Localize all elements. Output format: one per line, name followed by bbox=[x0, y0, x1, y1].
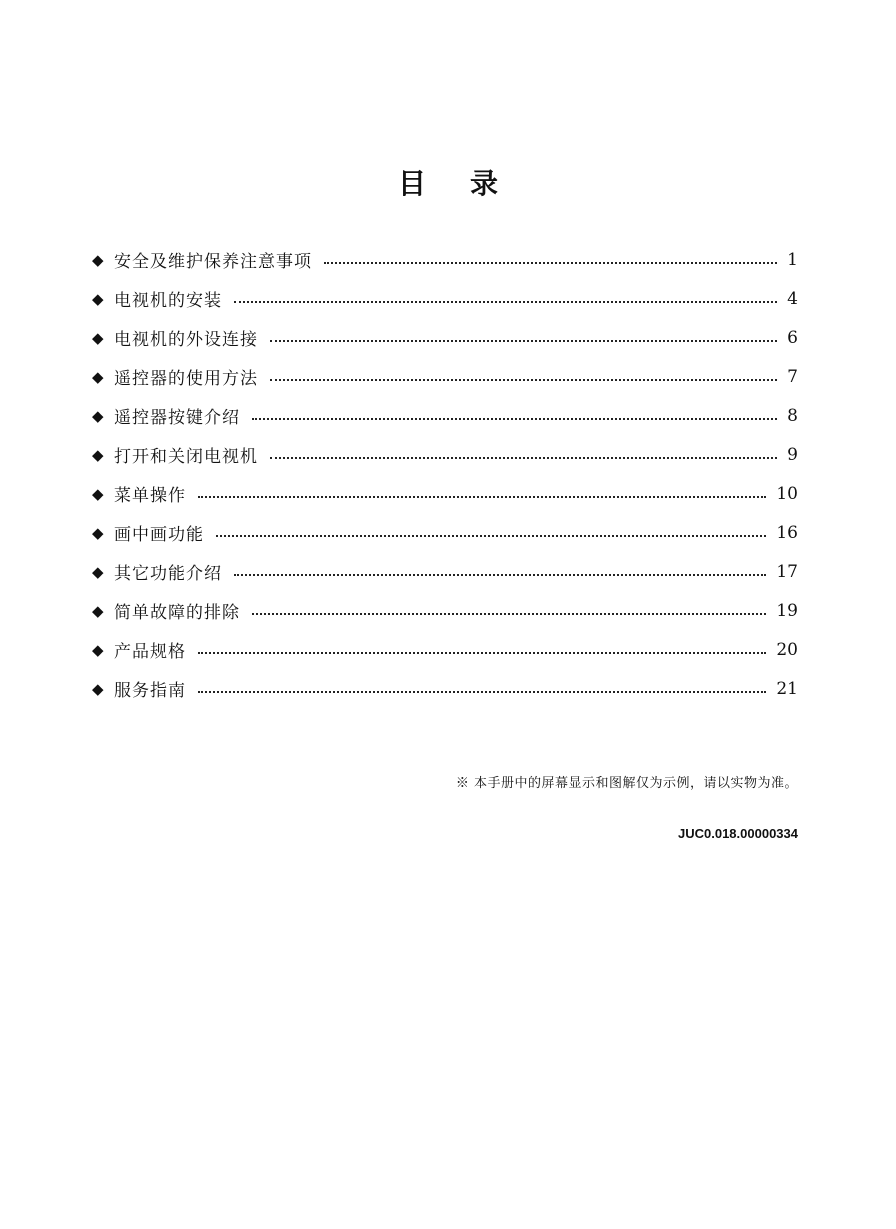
diamond-bullet-icon: ◆ bbox=[92, 562, 104, 581]
toc-page-number: 19 bbox=[776, 600, 798, 621]
toc-label: 电视机的安装 bbox=[114, 291, 222, 311]
toc-page-number: 8 bbox=[787, 405, 798, 426]
page-title bbox=[0, 164, 896, 204]
diamond-bullet-icon: ◆ bbox=[92, 484, 104, 503]
toc-row-installation[interactable] bbox=[92, 279, 798, 318]
toc-row-pip[interactable] bbox=[92, 513, 798, 552]
dot-leader bbox=[234, 301, 777, 303]
toc-label: 遥控器的使用方法 bbox=[114, 369, 258, 389]
disclaimer-note: ※ 本手册中的屏幕显示和图解仅为示例，请以实物为准。 bbox=[455, 776, 798, 791]
toc-label: 安全及维护保养注意事项 bbox=[114, 252, 312, 272]
diamond-bullet-icon: ◆ bbox=[92, 250, 104, 269]
toc-label: 打开和关闭电视机 bbox=[114, 447, 258, 467]
toc-row-external-connection[interactable] bbox=[92, 318, 798, 357]
dot-leader bbox=[234, 574, 766, 576]
title-char-1: 目 bbox=[397, 167, 426, 200]
toc-row-service-guide[interactable] bbox=[92, 669, 798, 708]
diamond-bullet-icon: ◆ bbox=[92, 367, 104, 386]
toc-label: 电视机的外设连接 bbox=[114, 330, 258, 350]
dot-leader bbox=[216, 535, 766, 537]
toc-page-number: 6 bbox=[787, 327, 798, 348]
toc-page-number: 7 bbox=[787, 366, 798, 387]
dot-leader bbox=[198, 496, 766, 498]
toc-label: 画中画功能 bbox=[114, 525, 204, 545]
dot-leader bbox=[270, 379, 777, 381]
diamond-bullet-icon: ◆ bbox=[92, 406, 104, 425]
toc-row-remote-usage[interactable] bbox=[92, 357, 798, 396]
diamond-bullet-icon: ◆ bbox=[92, 679, 104, 698]
dot-leader bbox=[252, 613, 766, 615]
toc-row-menu-operation[interactable] bbox=[92, 474, 798, 513]
toc-row-specifications[interactable] bbox=[92, 630, 798, 669]
dot-leader bbox=[198, 652, 766, 654]
toc-row-power-on-off[interactable] bbox=[92, 435, 798, 474]
diamond-bullet-icon: ◆ bbox=[92, 601, 104, 620]
toc-page-number: 9 bbox=[787, 444, 798, 465]
toc-label: 其它功能介绍 bbox=[114, 564, 222, 584]
diamond-bullet-icon: ◆ bbox=[92, 523, 104, 542]
diamond-bullet-icon: ◆ bbox=[92, 328, 104, 347]
toc-label: 服务指南 bbox=[114, 681, 186, 701]
toc-label: 遥控器按键介绍 bbox=[114, 408, 240, 428]
toc-page-number: 10 bbox=[776, 483, 798, 504]
table-of-contents bbox=[92, 240, 798, 708]
diamond-bullet-icon: ◆ bbox=[92, 640, 104, 659]
title-char-2: 录 bbox=[470, 167, 499, 200]
document-code: JUC0.018.00000334 bbox=[678, 826, 798, 841]
dot-leader bbox=[270, 340, 777, 342]
toc-page-number: 4 bbox=[787, 288, 798, 309]
dot-leader bbox=[252, 418, 777, 420]
toc-row-remote-keys[interactable] bbox=[92, 396, 798, 435]
toc-label: 产品规格 bbox=[114, 642, 186, 662]
toc-page-number: 1 bbox=[787, 249, 798, 270]
toc-label: 菜单操作 bbox=[114, 486, 186, 506]
toc-label: 简单故障的排除 bbox=[114, 603, 240, 623]
toc-row-other-functions[interactable] bbox=[92, 552, 798, 591]
dot-leader bbox=[324, 262, 777, 264]
toc-row-safety[interactable] bbox=[92, 240, 798, 279]
dot-leader bbox=[270, 457, 777, 459]
diamond-bullet-icon: ◆ bbox=[92, 445, 104, 464]
dot-leader bbox=[198, 691, 766, 693]
toc-page-number: 21 bbox=[776, 678, 798, 699]
toc-page-number: 16 bbox=[776, 522, 798, 543]
toc-row-troubleshooting[interactable] bbox=[92, 591, 798, 630]
toc-page-number: 17 bbox=[776, 561, 798, 582]
diamond-bullet-icon: ◆ bbox=[92, 289, 104, 308]
toc-page-number: 20 bbox=[776, 639, 798, 660]
